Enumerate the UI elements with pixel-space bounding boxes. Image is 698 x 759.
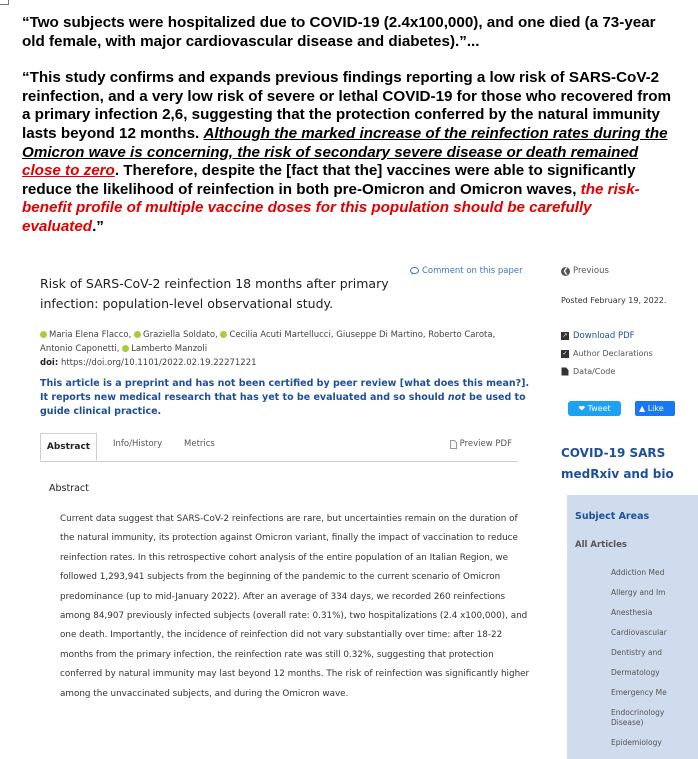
preview-pdf-link[interactable] bbox=[450, 439, 512, 449]
preview-pdf-label: Preview PDF bbox=[459, 439, 512, 449]
corner-mark bbox=[0, 0, 9, 5]
orcid-icon bbox=[122, 345, 129, 352]
subject-category[interactable]: Addiction Med bbox=[611, 568, 665, 577]
subject-category-list bbox=[611, 568, 698, 758]
author-link[interactable]: Graziella Soldato, bbox=[142, 330, 218, 340]
preprint-note-text: be used to guide clinical practice. bbox=[40, 392, 526, 417]
like-label: Like bbox=[647, 404, 664, 413]
author-declarations-label: Author Declarations bbox=[573, 349, 653, 358]
author-link[interactable]: Cecilia Acuti Martellucci, bbox=[229, 330, 334, 340]
subject-category[interactable]: Endocrinology Disease) bbox=[611, 708, 665, 727]
facebook-thumb-icon: ▲ bbox=[639, 404, 646, 413]
facebook-like-button[interactable] bbox=[635, 401, 675, 416]
previous-link[interactable] bbox=[561, 266, 609, 276]
author-list bbox=[40, 328, 530, 356]
subject-category[interactable]: Epidemiology bbox=[611, 738, 662, 747]
comment-icon bbox=[410, 267, 419, 275]
download-pdf-link[interactable] bbox=[561, 331, 635, 341]
preprint-note-text: This article is a preprint and has not been certified by peer review [what does this mean?]. It reports new medical research that has yet to be evaluated and so should bbox=[40, 378, 530, 403]
previous-arrow-icon: ❮ bbox=[562, 266, 569, 275]
data-code-label: Data/Code bbox=[573, 367, 616, 376]
quote-text: . Therefore, despite the [fact that the] vaccines were able to significantly reduce the likelihood of reinfection in both pre-Omicron and Omicron waves, bbox=[22, 162, 636, 198]
data-code-link[interactable] bbox=[561, 367, 615, 376]
article-screenshot bbox=[30, 258, 674, 759]
abstract-heading: Abstract bbox=[49, 483, 89, 494]
quote-paragraph-1: “Two subjects were hospitalized due to COVID-19 (2.4x100,000), and one died (a 73-year old female, with major cardiovascular disease and diabetes).”... bbox=[22, 14, 656, 50]
orcid-icon bbox=[40, 331, 47, 338]
quote-text: .” bbox=[92, 217, 104, 235]
subject-category[interactable]: Anesthesia bbox=[611, 608, 653, 617]
abstract-text: Current data suggest that SARS-CoV-2 reinfections are rare, but uncertainties remain on the duration of the natural immunity, its protection against Omicron variant, finally the impact of vaccination to reduce reinfection rates. In this retrospective cohort analysis of the entire population of an Italian Region, we followed 1,293,941 subjects from the beginning of the pandemic to the current scenario of Omicron predominance (up to mid-January 2022). After an average of 334 days, we recorded 260 reinfections among 84,907 previously infected subjects (overall rate: 0.31%), two hospitalizations (2.4 x100,000), and one death. Importantly, the incidence of reinfection did not vary substantially over time: after 18-22 months from the primary infection, the reinfection rate was still 0.32%, suggesting that protection conferred by natural immunity may last beyond 12 months. The risk of reinfection was significantly higher among the unvaccinated subjects, and during the Omicron wave. bbox=[60, 514, 530, 699]
quote-text: “This study confirms and expands previous findings reporting a low risk of SARS-CoV-2 reinfection, and a very low risk of severe or lethal COVID-19 for those who recovered from a primary infection 2,6, suggesting that the protection conferred by the natural immunity lasts beyond 12 months. bbox=[22, 69, 672, 142]
document-icon bbox=[561, 367, 569, 376]
subject-areas-panel bbox=[567, 495, 698, 759]
doi-link[interactable]: https://doi.org/10.1101/2022.02.19.22271221 bbox=[60, 358, 257, 368]
preprint-note bbox=[40, 377, 530, 419]
subject-category[interactable]: Cardiovascular bbox=[611, 628, 667, 637]
doi-line bbox=[40, 358, 257, 368]
article-tabs bbox=[40, 433, 518, 462]
preprint-note-not: not bbox=[447, 392, 466, 403]
subject-category[interactable]: Dentistry and bbox=[611, 648, 663, 657]
orcid-icon bbox=[220, 331, 227, 338]
posted-date: Posted February 19, 2022. bbox=[561, 296, 667, 305]
tab-info-history[interactable]: Info/History bbox=[113, 439, 163, 449]
quote-block bbox=[22, 14, 672, 237]
twitter-bird-icon: ❤ bbox=[578, 404, 586, 413]
quote-red-conclusion: the risk-benefit profile of multiple vaccine doses for this population should be carefully evaluated bbox=[22, 180, 640, 235]
tweet-label: Tweet bbox=[587, 404, 611, 413]
article-title: Risk of SARS-CoV-2 reinfection 18 months after primary infection: population-level observational study. bbox=[40, 276, 389, 311]
checkbox-icon: ✓ bbox=[562, 349, 568, 357]
pdf-icon: ↗ bbox=[562, 332, 568, 339]
subject-category[interactable]: Emergency Me bbox=[611, 688, 667, 697]
subject-category[interactable]: Dermatology bbox=[611, 668, 660, 677]
tab-metrics[interactable]: Metrics bbox=[184, 439, 215, 449]
comment-link[interactable] bbox=[410, 266, 523, 276]
author-link[interactable]: Lamberto Manzoli bbox=[131, 344, 208, 354]
comment-link-label: Comment on this paper bbox=[422, 266, 523, 276]
subject-category[interactable]: Allergy and Im bbox=[611, 588, 666, 597]
covid-collection-link[interactable] bbox=[561, 443, 698, 485]
article-sidebar bbox=[561, 258, 698, 759]
quote-paragraph-2 bbox=[22, 69, 672, 236]
tweet-button[interactable] bbox=[568, 401, 621, 416]
author-link[interactable]: Maria Elena Flacco, bbox=[49, 330, 132, 340]
previous-label: Previous bbox=[573, 266, 609, 276]
quote-emphasis: Although the marked increase of the reinfection rates during the Omicron wave is concerning, the risk of secondary severe disease or death remained bbox=[22, 124, 668, 161]
document-icon bbox=[450, 440, 457, 449]
author-declarations-link[interactable] bbox=[561, 349, 653, 358]
download-pdf-label: Download PDF bbox=[573, 331, 635, 341]
subject-areas-heading: Subject Areas bbox=[575, 511, 650, 522]
covid-line-2: medRxiv and bio bbox=[561, 467, 674, 481]
orcid-icon bbox=[134, 331, 141, 338]
tab-abstract[interactable]: Abstract bbox=[40, 433, 97, 461]
author-link[interactable]: Antonio Caponetti, bbox=[40, 344, 120, 354]
quote-red-emphasis: close to zero bbox=[22, 162, 115, 180]
doi-label: doi: bbox=[40, 358, 59, 368]
author-link[interactable]: Giuseppe Di Martino, Roberto Carota, bbox=[336, 330, 496, 340]
all-articles-link[interactable]: All Articles bbox=[575, 540, 627, 550]
covid-line-1: COVID-19 SARS bbox=[561, 446, 666, 460]
